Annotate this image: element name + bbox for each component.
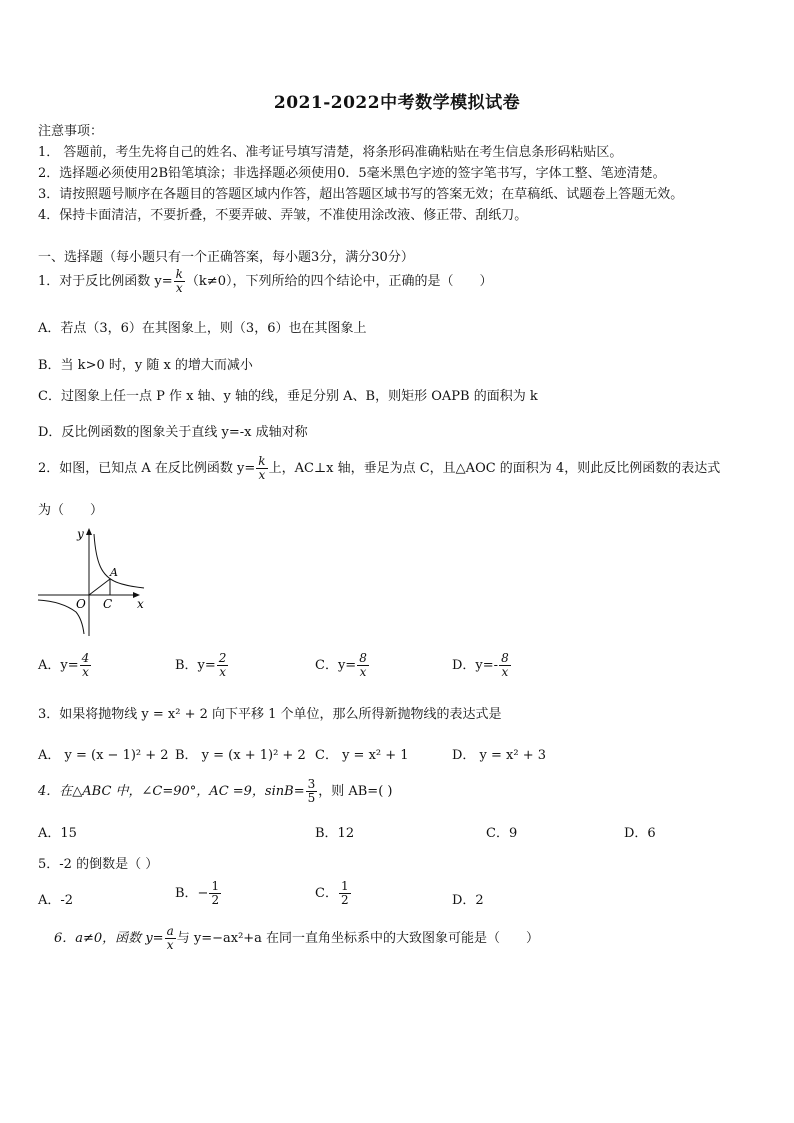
question-2 xyxy=(38,455,720,482)
q4-stem-post: ，则 AB=( ) xyxy=(318,784,393,799)
q1-option-c[interactable]: C．过图象上任一点 P 作 x 轴、y 轴的线，垂足分别 A、B，则矩形 OAPB 的面积为 k xyxy=(38,389,538,404)
q6-fraction xyxy=(165,925,176,952)
segment-oa xyxy=(89,579,110,595)
fraction-denominator: 2 xyxy=(340,893,349,907)
note-item: 3．请按照题号顺序在各题目的答题区域内作答，超出答题区域书写的答案无效；在草稿纸、试题卷上答题无效。 xyxy=(38,187,684,202)
q4-option-b[interactable]: B．12 xyxy=(315,826,355,841)
fraction-denominator: 5 xyxy=(307,791,316,805)
note-item: 1． 答题前，考生先将自己的姓名、准考证号填写清楚，将条形码准确粘贴在考生信息条形码粘贴区。 xyxy=(38,145,623,160)
q2-option-b[interactable] xyxy=(175,652,229,679)
question-5: 5．-2 的倒数是（ ） xyxy=(38,857,159,872)
q5-option-d[interactable]: D．2 xyxy=(452,893,484,908)
option-label: B．− xyxy=(175,886,209,901)
fraction-numerator: 8 xyxy=(359,651,367,665)
q2-graph xyxy=(36,524,152,640)
q6-stem-post: 与 y=−ax²+a 在同一直角坐标系中的大致图象可能是（ ） xyxy=(176,931,540,946)
q4-option-a[interactable]: A．15 xyxy=(38,826,77,841)
q4-stem-pre: 4．在△ABC 中，∠C=90°，AC =9，sinB= xyxy=(38,784,305,799)
origin-label: O xyxy=(76,597,86,611)
fraction-numerator: 1 xyxy=(211,879,220,893)
note-item: 2．选择题必须使用2B铅笔填涂；非选择题必须使用0．5毫米黑色字迹的签字笔书写，字体工整、笔迹清楚。 xyxy=(38,166,666,181)
fraction-numerator: k xyxy=(258,454,266,468)
q2-stem-line2: 为（ ） xyxy=(38,503,104,518)
point-c-label: C xyxy=(103,597,113,611)
fraction-denominator: x xyxy=(359,665,367,679)
q2-stem-pre: 2．如图，已知点 A 在反比例函数 y= xyxy=(38,461,256,476)
q3-option-c[interactable]: C． y = x² + 1 xyxy=(315,748,409,763)
q3-option-b[interactable]: B． y = (x + 1)² + 2 xyxy=(175,748,306,763)
q4-option-c[interactable]: C．9 xyxy=(486,826,518,841)
y-axis-arrow xyxy=(86,528,92,535)
question-6 xyxy=(54,925,539,952)
fraction-numerator: 8 xyxy=(501,651,509,665)
note-item: 4．保持卡面清洁，不要折叠，不要弄破、弄皱，不准使用涂改液、修正带、刮纸刀。 xyxy=(38,208,528,223)
q1-option-a[interactable]: A．若点（3，6）在其图象上，则（3，6）也在其图象上 xyxy=(38,321,367,336)
option-label: C． xyxy=(315,886,338,901)
fraction-denominator: x xyxy=(82,665,89,679)
option-label: A．y= xyxy=(38,658,79,673)
option-label: D．y=- xyxy=(452,658,499,673)
q2-option-a[interactable] xyxy=(38,652,92,679)
q2-option-d[interactable] xyxy=(452,652,512,679)
option-label: C．y= xyxy=(315,658,357,673)
q3-option-a[interactable]: A． y = (x − 1)² + 2 xyxy=(38,748,169,763)
q4-option-d[interactable]: D．6 xyxy=(624,826,656,841)
q5-option-b[interactable] xyxy=(175,880,222,907)
fraction-numerator: k xyxy=(175,267,183,281)
notes-heading: 注意事项： xyxy=(38,124,104,139)
fraction-numerator: 1 xyxy=(340,879,349,893)
fraction-denominator: x xyxy=(501,665,509,679)
fraction-denominator: x xyxy=(166,938,174,952)
x-label: x xyxy=(137,597,144,611)
page-title: 2021-2022中考数学模拟试卷 xyxy=(273,93,521,113)
q2-option-c[interactable] xyxy=(315,652,370,679)
fraction-numerator: a xyxy=(166,924,174,938)
hyperbola-branch-1 xyxy=(94,534,144,588)
fraction-numerator: 2 xyxy=(218,651,227,665)
q1-stem-post: （k≠0），下列所给的四个结论中，正确的是（ ） xyxy=(185,274,493,289)
q2-fraction xyxy=(256,455,267,482)
fraction-numerator: 4 xyxy=(81,651,90,665)
q2-stem-post: 上，AC⊥x 轴，垂足为点 C，且△AOC 的面积为 4，则此反比例函数的表达式 xyxy=(268,461,721,476)
fraction-denominator: x xyxy=(219,665,226,679)
q1-option-d[interactable]: D．反比例函数的图象关于直线 y=-x 成轴对称 xyxy=(38,425,308,440)
point-a-label: A xyxy=(110,566,118,579)
fraction-denominator: 2 xyxy=(211,893,220,907)
q5-option-c[interactable] xyxy=(315,880,352,907)
q1-stem-pre: 1．对于反比例函数 y= xyxy=(38,274,173,289)
section-heading: 一、选择题（每小题只有一个正确答案，每小题3分，满分30分） xyxy=(38,250,414,265)
question-3: 3．如果将抛物线 y = x² + 2 向下平移 1 个单位，那么所得新抛物线的表达式是 xyxy=(38,707,502,722)
q4-fraction xyxy=(306,778,318,805)
question-4 xyxy=(38,778,392,805)
question-1 xyxy=(38,268,492,295)
q3-option-d[interactable]: D． y = x² + 3 xyxy=(452,748,547,763)
fraction-denominator: x xyxy=(258,468,266,482)
q1-option-b[interactable]: B．当 k>0 时，y 随 x 的增大而减小 xyxy=(38,358,253,373)
y-label: y xyxy=(77,527,84,541)
fraction-numerator: 3 xyxy=(307,777,316,791)
q1-fraction xyxy=(174,268,185,295)
option-label: B．y= xyxy=(175,658,216,673)
q6-stem-pre: 6．a≠0，函数 y= xyxy=(54,931,164,946)
fraction-denominator: x xyxy=(175,281,183,295)
q5-option-a[interactable]: A．-2 xyxy=(38,893,74,908)
